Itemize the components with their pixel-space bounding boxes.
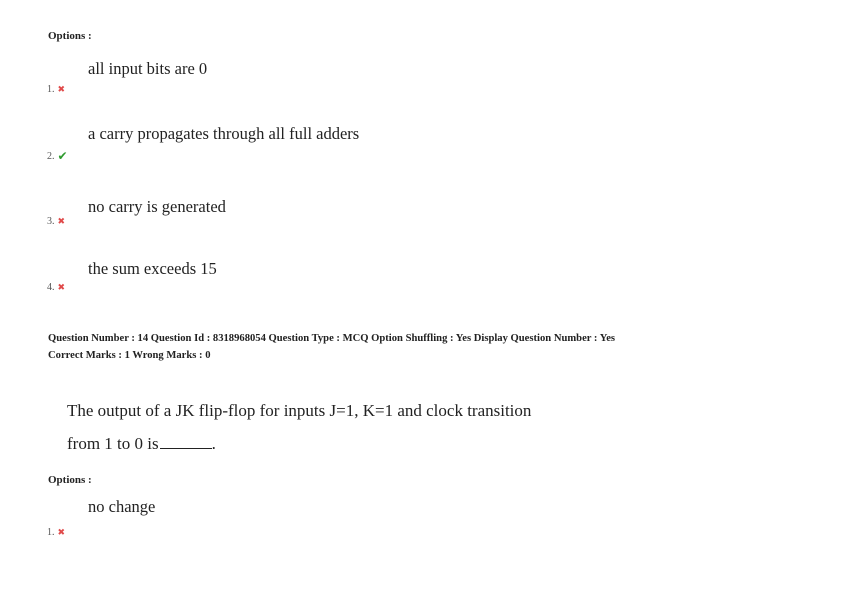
option-1-number-q14: [47, 527, 65, 538]
option-2-text: a carry propagates through all full adders: [88, 124, 360, 143]
wrong-icon: ✖: [57, 282, 66, 293]
wrong-icon: ✖: [57, 84, 66, 95]
option-number: 2.: [47, 150, 55, 162]
option-1-number: [47, 84, 65, 95]
option-3-text: no carry is generated: [88, 197, 226, 216]
options-label: Options :: [48, 30, 92, 42]
option-number: 3.: [47, 216, 55, 227]
option-number: 1.: [47, 527, 55, 538]
question-text-end: .: [211, 434, 216, 453]
options-label-2: Options :: [48, 474, 92, 486]
wrong-icon: ✖: [57, 216, 66, 227]
option-4-text: the sum exceeds 15: [88, 259, 217, 278]
question-text-line-2: [67, 434, 216, 454]
question-meta: Question Number : 14 Question Id : 8318968054 Question Type : MCQ Option Shuffling : Yes Display Question Number : Yes: [48, 333, 616, 344]
question-text: from 1 to 0 is: [67, 434, 159, 453]
correct-icon: ✔: [57, 149, 68, 163]
option-4-number: [47, 282, 65, 293]
option-1-text: all input bits are 0: [88, 59, 208, 78]
option-number: 4.: [47, 282, 55, 293]
question-text-line-1: The output of a JK flip-flop for inputs J=1, K=1 and clock transition: [67, 401, 532, 420]
option-number: 1.: [47, 84, 55, 95]
answer-blank: [160, 447, 212, 449]
option-1-text-q14: no change: [88, 497, 156, 516]
option-3-number: [47, 216, 65, 227]
wrong-icon: ✖: [57, 527, 66, 538]
marks-meta: Correct Marks : 1 Wrong Marks : 0: [48, 350, 211, 361]
option-2-number: [47, 149, 68, 163]
